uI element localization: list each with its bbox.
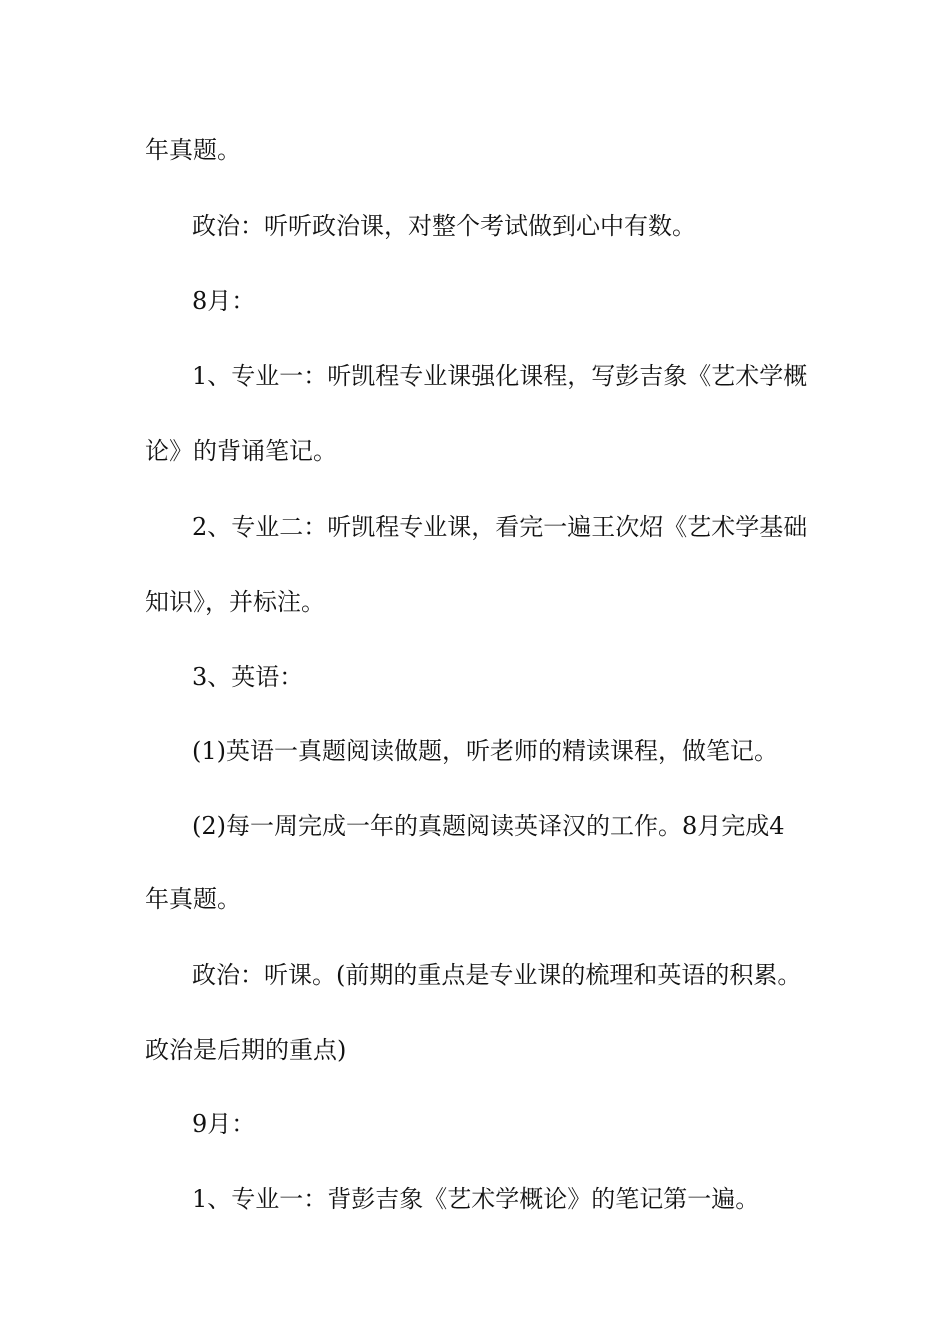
paragraph-line: 8月：	[192, 287, 256, 315]
paragraph-line: 政治是后期的重点)	[145, 1036, 347, 1064]
paragraph-line: 2、专业二：听凯程专业课，看完一遍王次炤《艺术学基础	[192, 513, 808, 541]
paragraph-line: 论》的背诵笔记。	[145, 437, 337, 465]
paragraph-line: 1、专业一：背彭吉象《艺术学概论》的笔记第一遍。	[192, 1185, 760, 1213]
paragraph-line: (1)英语一真题阅读做题，听老师的精读课程，做笔记。	[192, 737, 778, 765]
paragraph-line: (2)每一周完成一年的真题阅读英译汉的工作。8月完成4	[192, 812, 785, 840]
paragraph-line: 1、专业一：听凯程专业课强化课程，写彭吉象《艺术学概	[192, 362, 808, 390]
paragraph-line: 政治：听听政治课，对整个考试做到心中有数。	[192, 212, 696, 240]
paragraph-line: 知识》，并标注。	[145, 588, 325, 616]
paragraph-line: 政治：听课。(前期的重点是专业课的梳理和英语的积累。	[192, 961, 802, 989]
paragraph-line: 年真题。	[145, 885, 241, 913]
paragraph-line: 9月：	[192, 1110, 256, 1138]
paragraph-line: 3、英语：	[192, 663, 304, 691]
paragraph-line: 年真题。	[145, 136, 241, 164]
